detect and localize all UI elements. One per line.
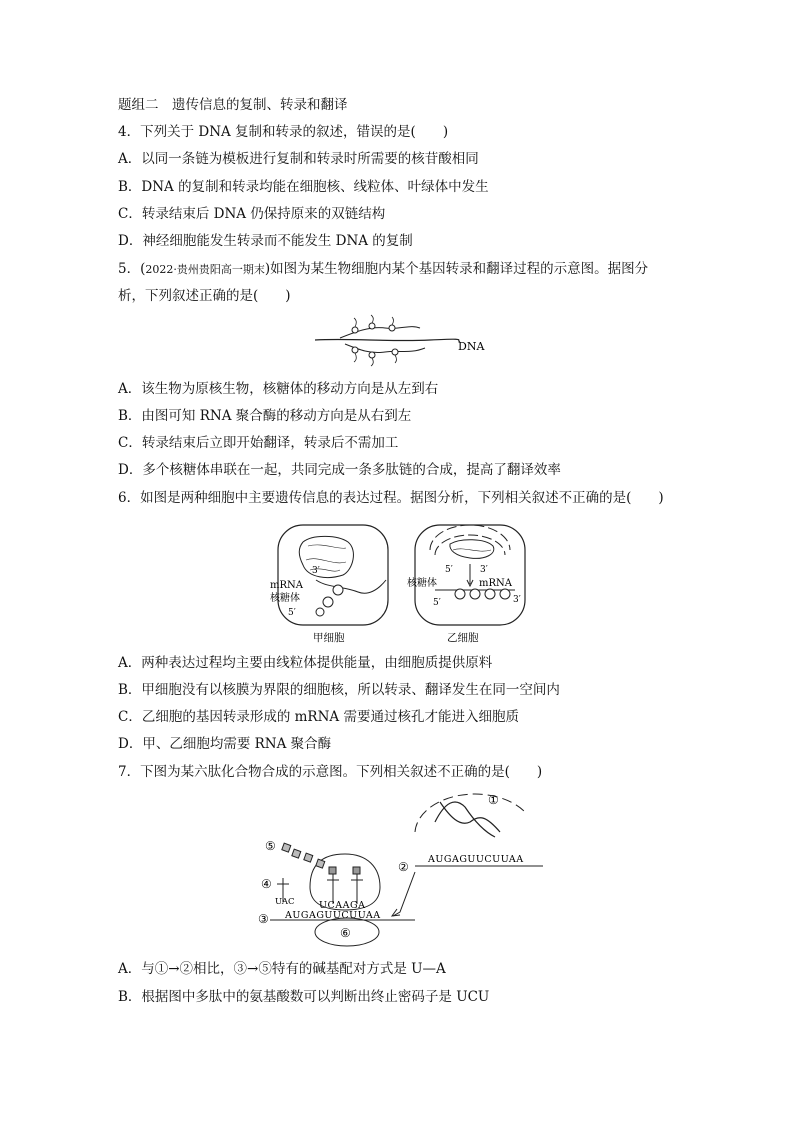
q5-option-a: A．该生物为原核生物，核糖体的移动方向是从左到右 bbox=[118, 381, 439, 397]
q7-label-3: ③ bbox=[258, 912, 269, 926]
q7-label-5: ⑤ bbox=[265, 839, 276, 853]
q6-cell-a-figure bbox=[268, 520, 398, 645]
q6a-ribosome: 核糖体 bbox=[270, 593, 300, 604]
q4-option-a: A．以同一条链为模板进行复制和转录时所需要的核苷酸相同 bbox=[118, 151, 479, 167]
q6a-caption: 甲细胞 bbox=[313, 632, 345, 644]
q6b-mrna: mRNA bbox=[479, 578, 512, 589]
q4-option-c: C．转录结束后 DNA 仍保持原来的双链结构 bbox=[118, 206, 386, 222]
q5-option-b: B．由图可知 RNA 聚合酶的移动方向是从右到左 bbox=[118, 408, 412, 424]
q5-transcription-figure bbox=[310, 318, 490, 368]
q7-translation-figure bbox=[255, 792, 555, 952]
q7-anticodon: UCAAGA bbox=[319, 900, 366, 911]
q6-cell-b-figure bbox=[405, 520, 535, 645]
q6b-end5-top: 5′ bbox=[445, 565, 453, 575]
q7-option-a: A．与①→②相比，③→⑤特有的碱基配对方式是 U—A bbox=[118, 961, 446, 977]
q5-option-c: C．转录结束后立即开始翻译，转录后不需加工 bbox=[118, 435, 399, 451]
q5-stem-num: 5．( bbox=[118, 261, 146, 277]
q6-option-a: A．两种表达过程均主要由线粒体提供能量，由细胞质提供原料 bbox=[118, 655, 493, 671]
q6b-end3: 3′ bbox=[513, 595, 521, 605]
q6-stem: 6．如图是两种细胞中主要遗传信息的表达过程。据图分析，下列相关叙述不正确的是( ) bbox=[118, 490, 664, 506]
q7-label-2: ② bbox=[398, 860, 409, 874]
q7-seq-bottom: AUGAGUUCUUAA bbox=[285, 910, 381, 921]
q7-label-6: ⑥ bbox=[340, 926, 351, 940]
q6a-end3: 3′ bbox=[312, 566, 320, 576]
q7-label-1: ① bbox=[488, 793, 499, 807]
section-title: 题组二 遗传信息的复制、转录和翻译 bbox=[118, 97, 348, 113]
q7-option-b: B．根据图中多肽中的氨基酸数可以判断出终止密码子是 UCU bbox=[118, 989, 490, 1005]
q7-seq-top: AUGAGUUCUUAA bbox=[428, 854, 524, 865]
q5-source: 2022·贵州贵阳高一期末 bbox=[145, 263, 265, 276]
q4-option-b: B．DNA 的复制和转录均能在细胞核、线粒体、叶绿体中发生 bbox=[118, 179, 489, 195]
q5-stem bbox=[118, 260, 648, 279]
q7-stem: 7．下图为某六肽化合物合成的示意图。下列相关叙述不正确的是( ) bbox=[118, 764, 543, 780]
q6-option-b: B．甲细胞没有以核膜为界限的细胞核，所以转录、翻译发生在同一空间内 bbox=[118, 682, 560, 698]
q6a-mrna: mRNA bbox=[270, 580, 303, 591]
q6a-end5: 5′ bbox=[288, 608, 296, 618]
q5-stem-rest: )如图为某生物细胞内某个基因转录和翻译过程的示意图。据图分 bbox=[264, 261, 649, 277]
q5-stem-line2: 析，下列叙述正确的是( ) bbox=[118, 288, 291, 304]
q6-option-d: D．甲、乙细胞均需要 RNA 聚合酶 bbox=[118, 736, 332, 752]
q6-option-c: C．乙细胞的基因转录形成的 mRNA 需要通过核孔才能进入细胞质 bbox=[118, 709, 519, 725]
q7-label-4: ④ bbox=[261, 877, 272, 891]
q4-option-d: D．神经细胞能发生转录而不能发生 DNA 的复制 bbox=[118, 233, 413, 249]
q5-option-d: D．多个核糖体串联在一起，共同完成一条多肽链的合成，提高了翻译效率 bbox=[118, 462, 561, 478]
q5-dna-label: DNA bbox=[458, 340, 485, 353]
q7-trna-label: UAC bbox=[275, 897, 295, 907]
q4-stem: 4．下列关于 DNA 复制和转录的叙述，错误的是( ) bbox=[118, 124, 449, 140]
q6b-end3-top: 3′ bbox=[480, 565, 488, 575]
q6b-end5: 5′ bbox=[433, 598, 441, 608]
q6b-caption: 乙细胞 bbox=[447, 632, 479, 644]
q6b-ribosome: 核糖体 bbox=[407, 578, 437, 589]
